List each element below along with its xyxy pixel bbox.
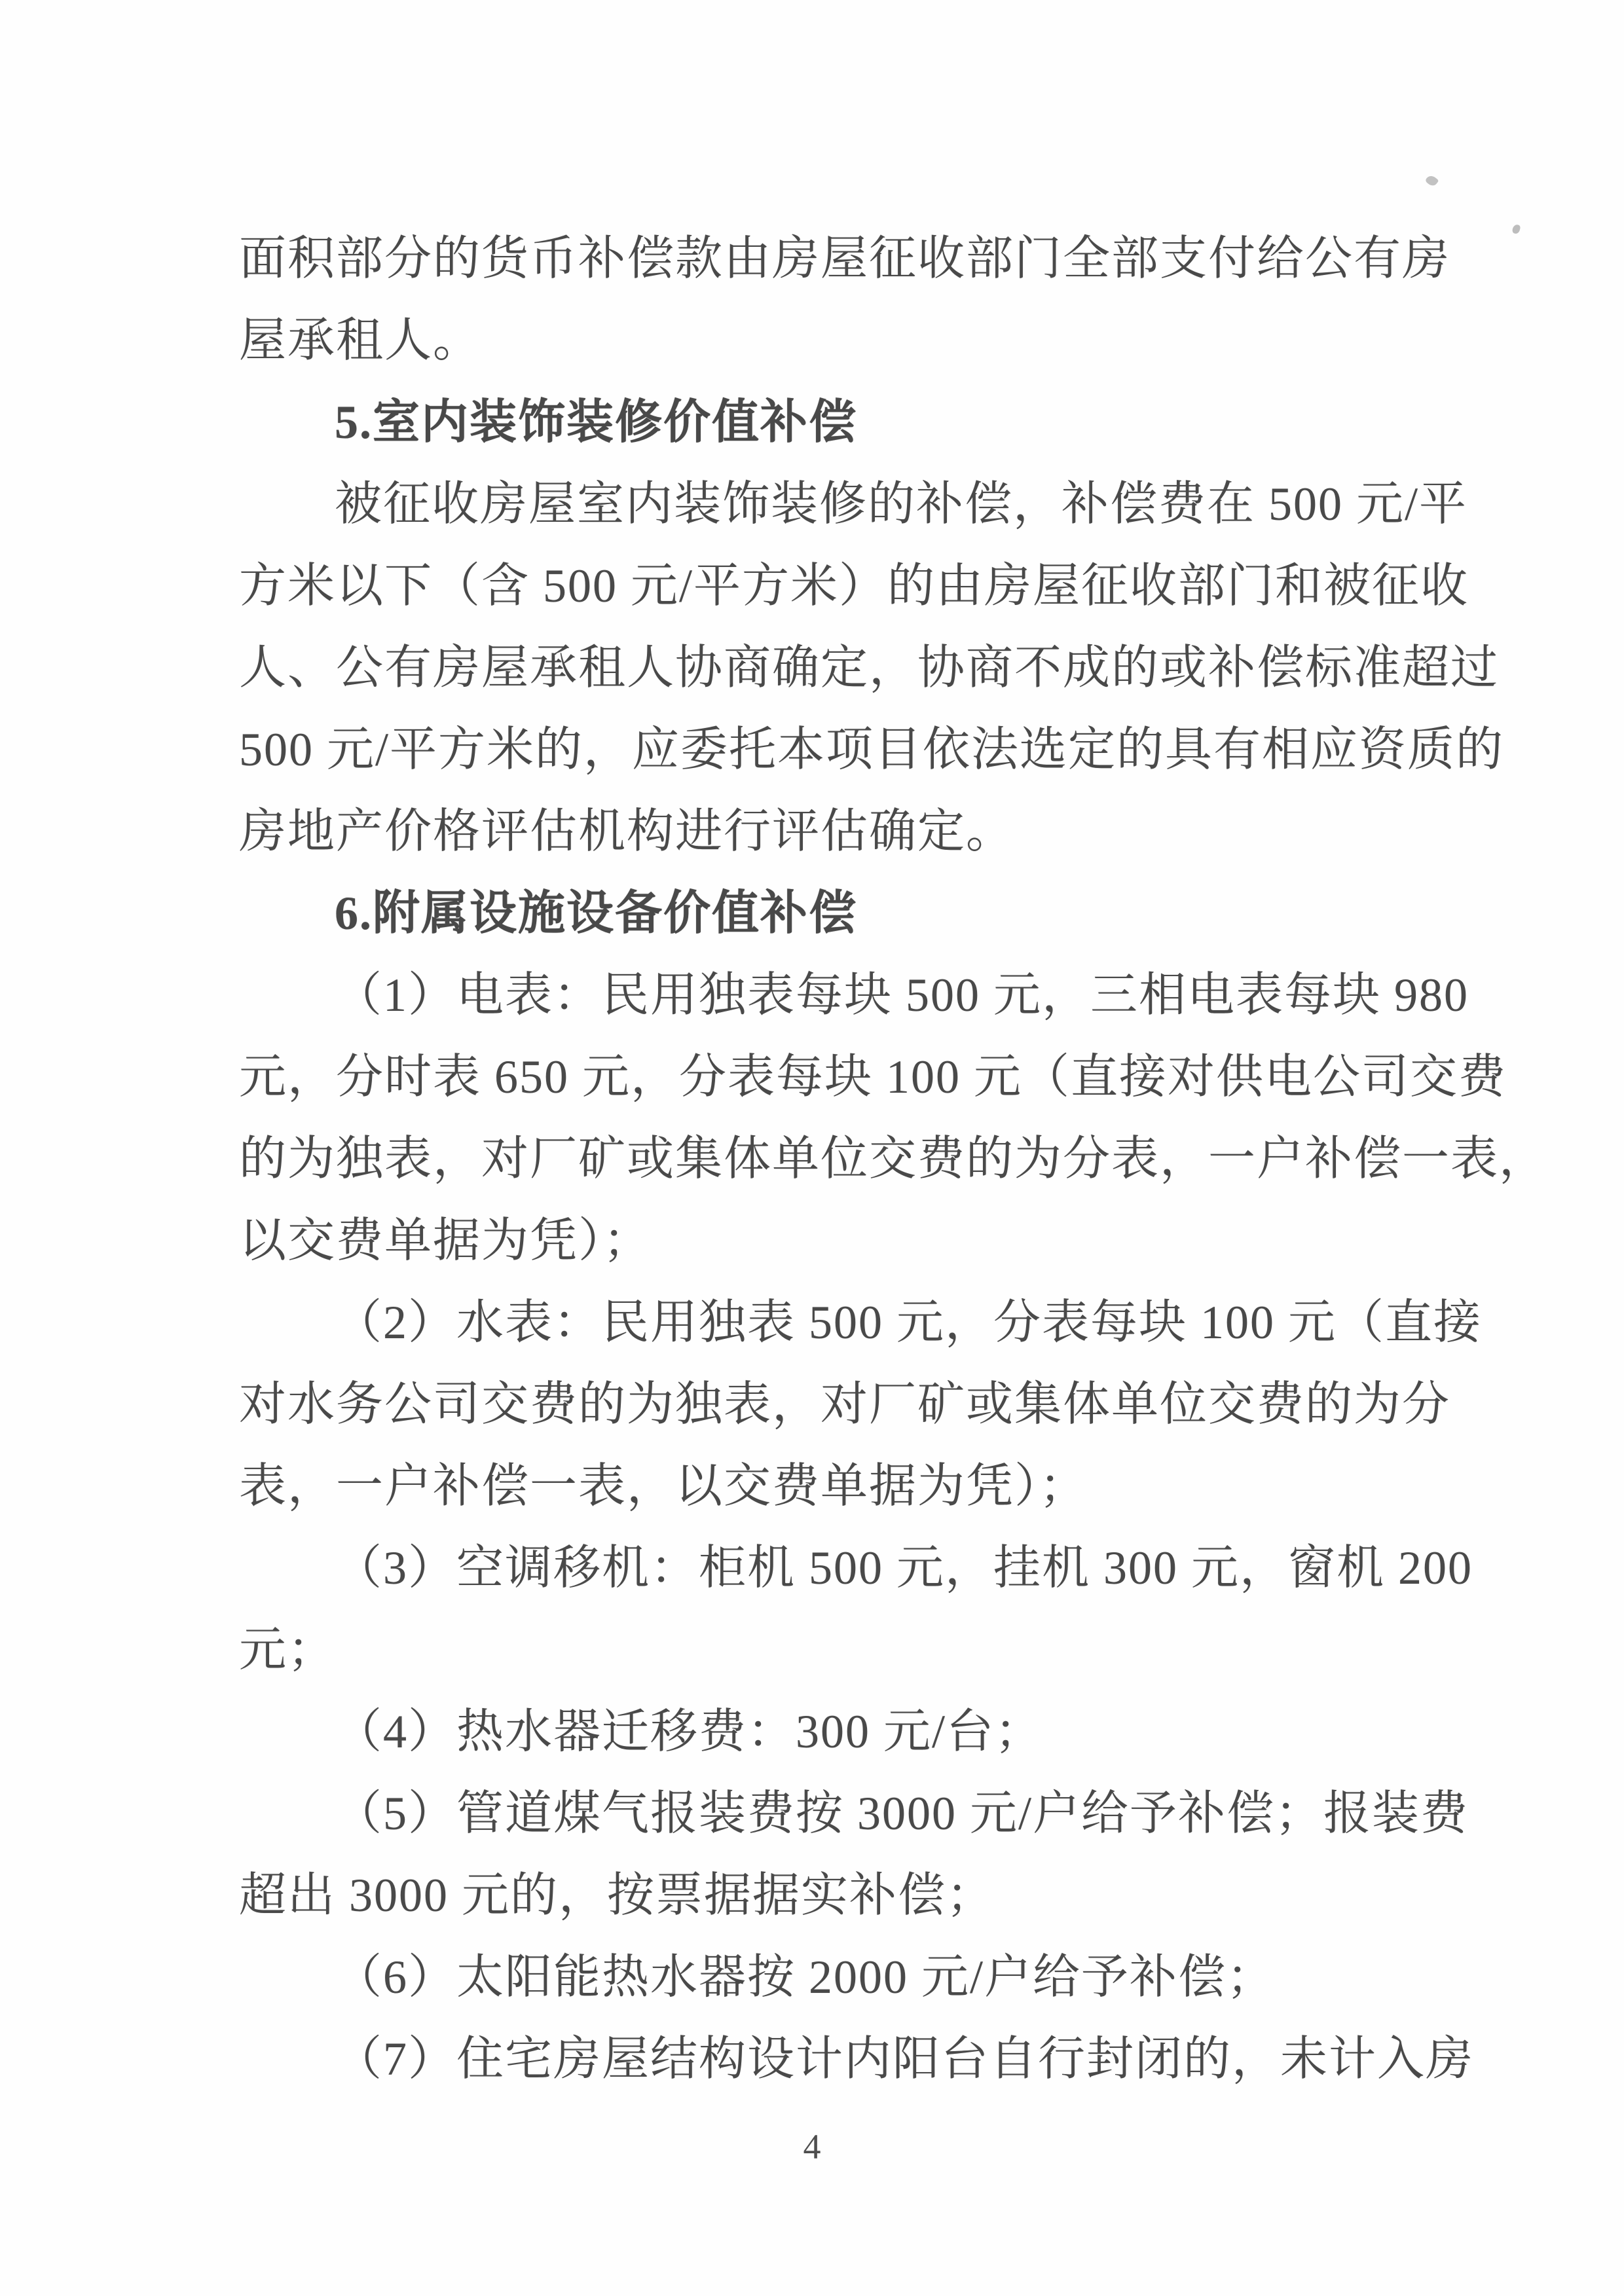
text-line: （6）太阳能热水器按 2000 元/户给予补偿； [335,1951,1276,2003]
text-line: 对水务公司交费的为独表，对厂矿或集体单位交费的为分 [239,1378,1451,1430]
text-line: （1）电表：民用独表每块 500 元，三相电表每块 980 [335,969,1469,1021]
text-line: （3）空调移机：柜机 500 元，挂机 300 元，窗机 200 [335,1542,1473,1594]
text-line: 元； [239,1624,337,1676]
text-line: 被征收房屋室内装饰装修的补偿，补偿费在 500 元/平 [335,478,1468,530]
text-line: （5）管道煤气报装费按 3000 元/户给予补偿；报装费 [335,1787,1469,1840]
scan-speck [1511,224,1521,234]
document-body [239,218,1548,2100]
text-line: 500 元/平方米的，应委托本项目依法选定的具有相应资质的 [239,723,1505,776]
page-number: 4 [803,2127,821,2166]
text-line: 的为独表，对厂矿或集体单位交费的为分表，一户补偿一表， [239,1133,1548,1185]
text-line: 方米以下（含 500 元/平方米）的由房屋征收部门和被征收 [239,560,1469,612]
text-line: 表，一户补偿一表，以交费单据为凭）； [239,1460,1088,1512]
text-line: 超出 3000 元的，按票据据实补偿； [239,1869,995,1922]
text-line: 人、公有房屋承租人协商确定，协商不成的或补偿标准超过 [239,642,1500,694]
section-heading: 6.附属设施设备价值补偿 [335,887,858,939]
text-line: 房地产价格评估机构进行评估确定。 [239,805,1015,858]
text-line: 元，分时表 650 元，分表每块 100 元（直接对供电公司交费 [239,1051,1507,1103]
text-line: （7）住宅房屋结构设计内阳台自行封闭的，未计入房 [335,2033,1475,2085]
text-line: （2）水表：民用独表 500 元，分表每块 100 元（直接 [335,1296,1483,1349]
text-line: 屋承租人。 [239,314,482,367]
text-line: 面积部分的货币补偿款由房屋征收部门全部支付给公有房 [239,232,1451,285]
text-line: （4）热水器迁移费：300 元/台； [335,1705,1044,1758]
section-heading: 5.室内装饰装修价值补偿 [335,396,858,448]
scan-speck [1424,173,1439,187]
text-line: 以交费单据为凭）； [239,1214,652,1267]
